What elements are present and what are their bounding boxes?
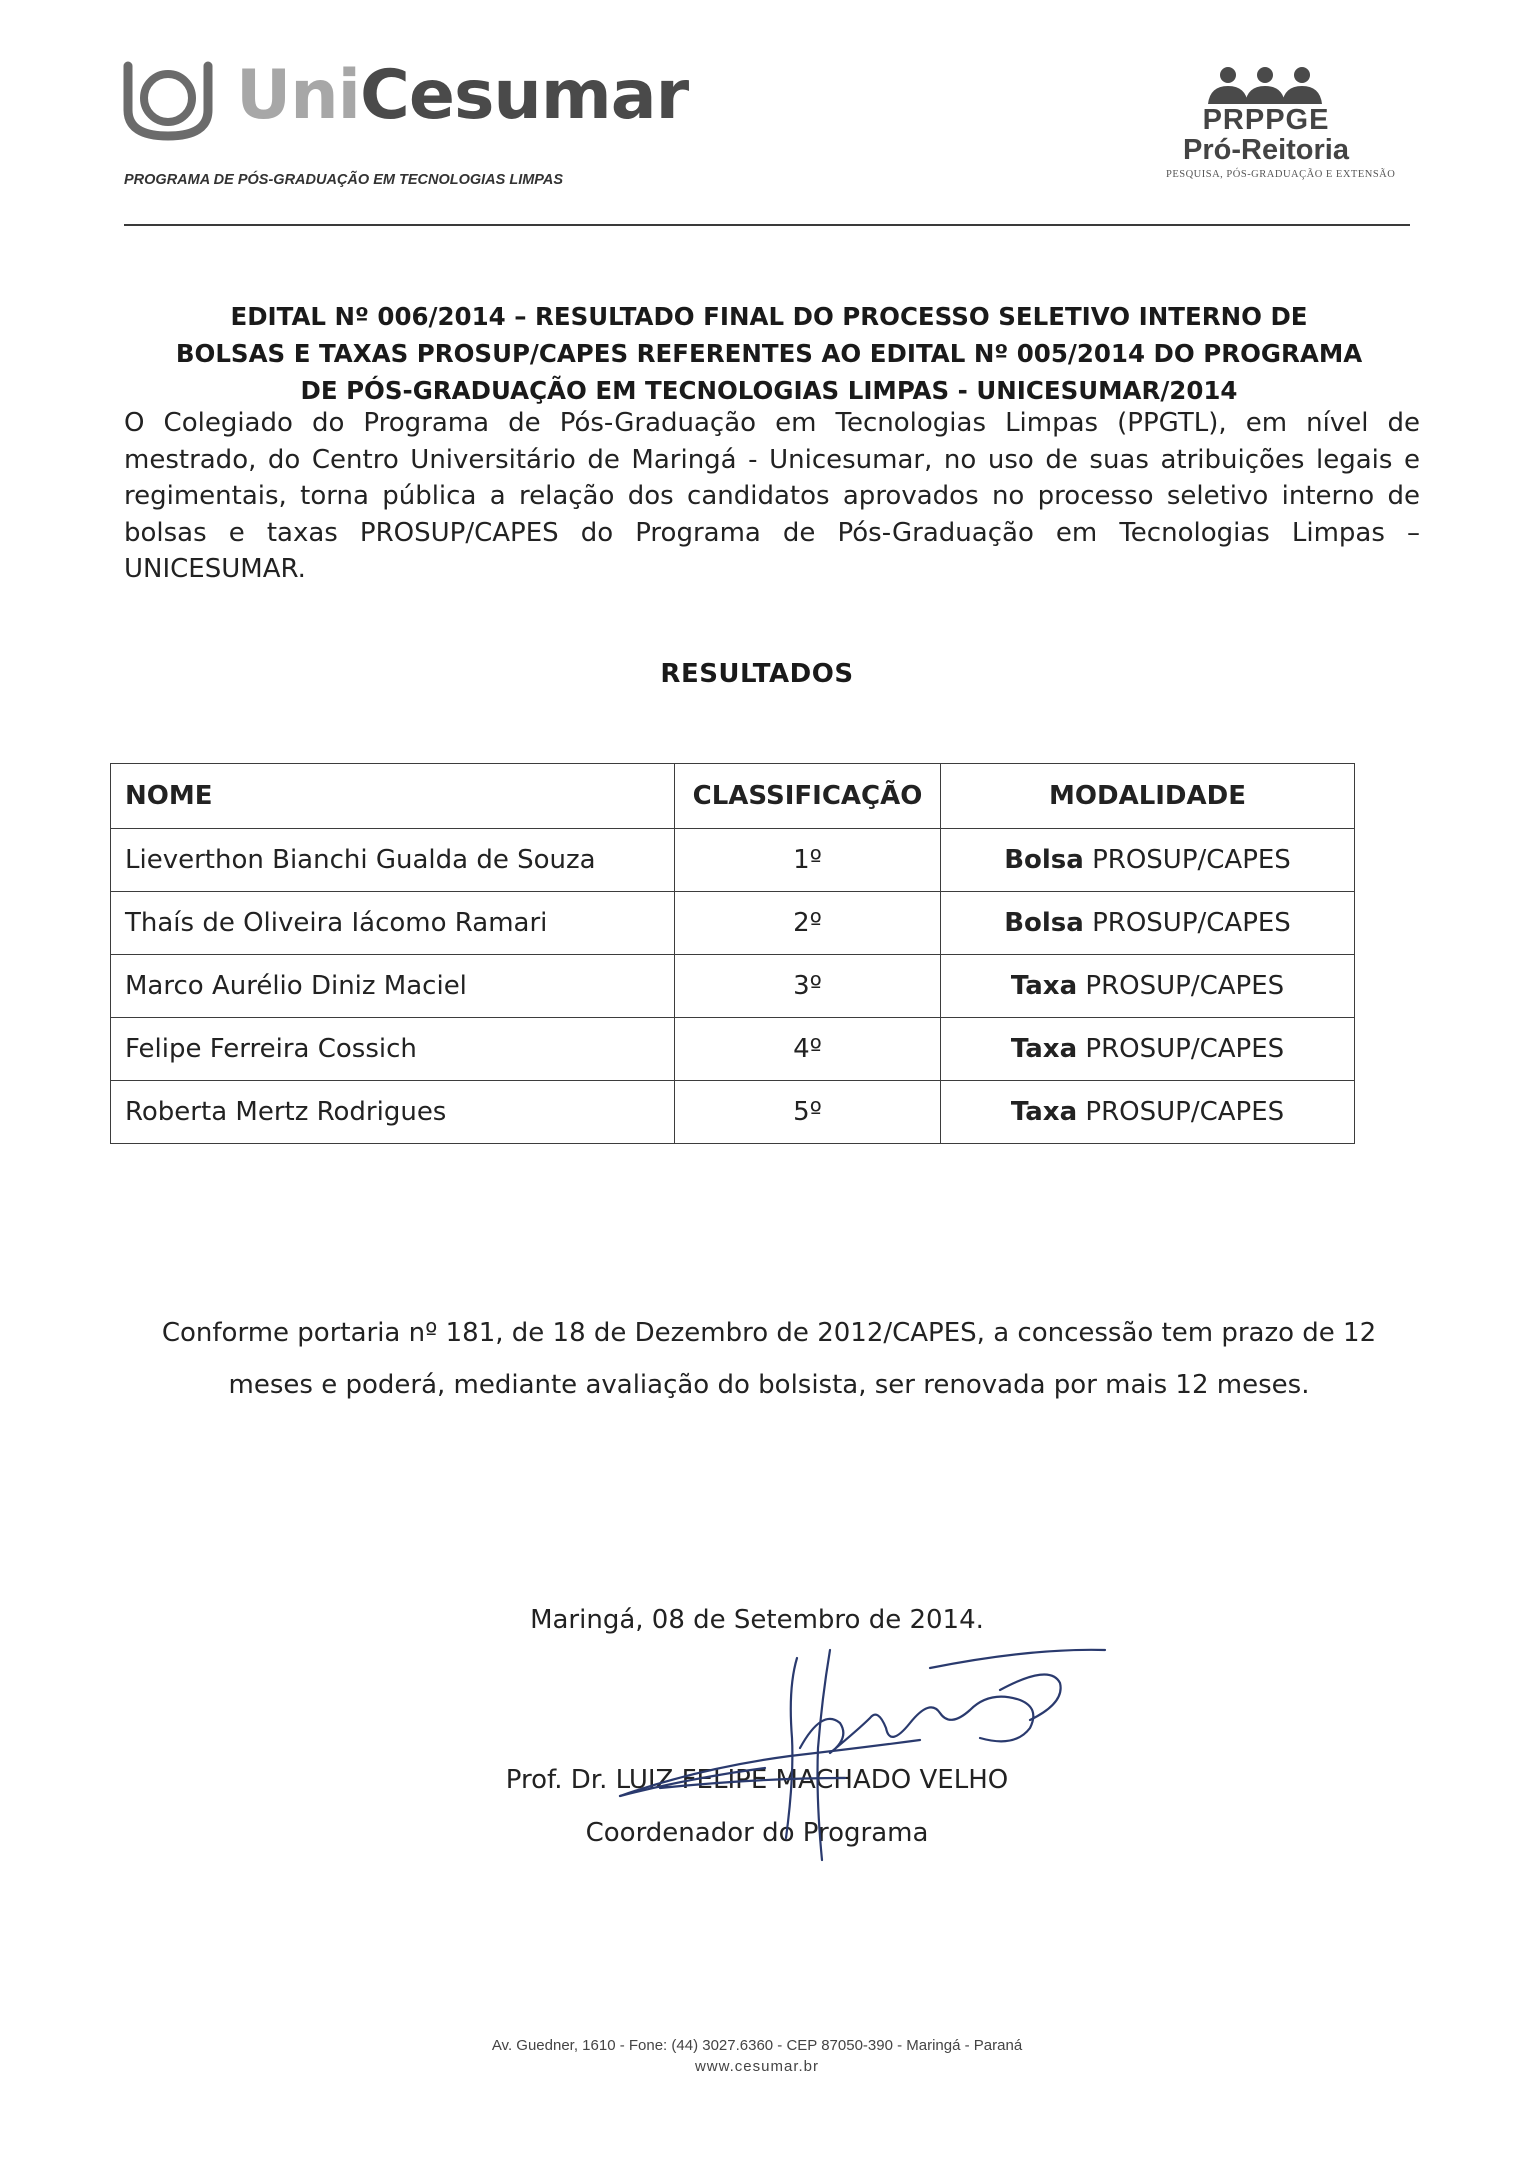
modality-program: PROSUP/CAPES xyxy=(1092,845,1291,875)
people-group-icon xyxy=(1206,66,1324,104)
modality-program: PROSUP/CAPES xyxy=(1085,1034,1285,1064)
table-row xyxy=(111,955,1355,1018)
cell-rank: 4º xyxy=(675,1018,941,1081)
cell-name: Roberta Mertz Rodrigues xyxy=(111,1081,675,1144)
modality-program: PROSUP/CAPES xyxy=(1092,908,1291,938)
brand-name xyxy=(236,56,689,135)
pro-reitoria-subtitle: PESQUISA, PÓS-GRADUAÇÃO E EXTENSÃO xyxy=(1166,168,1396,180)
modality-type: Taxa xyxy=(1010,1097,1078,1127)
results-heading: RESULTADOS xyxy=(660,659,854,689)
cell-rank: 5º xyxy=(675,1081,941,1144)
prppge-acronym: PRPPGE xyxy=(1202,104,1330,136)
modality-type: Taxa xyxy=(1010,971,1078,1001)
table-row xyxy=(111,1018,1355,1081)
header-classificacao: CLASSIFICAÇÃO xyxy=(675,764,941,829)
handwritten-signature xyxy=(560,1628,1120,1868)
note-line: Conforme portaria nº 181, de 18 de Dezembro de 2012/CAPES, a concessão tem prazo de 12 xyxy=(161,1318,1377,1348)
cell-rank: 1º xyxy=(675,829,941,892)
results-table xyxy=(110,763,1355,1144)
modality-type: Bolsa xyxy=(1004,908,1084,938)
note-line: meses e poderá, mediante avaliação do bolsista, ser renovada por mais 12 meses. xyxy=(228,1370,1310,1400)
table-row xyxy=(111,1081,1355,1144)
modality-type: Bolsa xyxy=(1004,845,1084,875)
brand-uni: Uni xyxy=(236,56,360,135)
unicesumar-emblem-icon xyxy=(118,58,218,142)
intro-paragraph: O Colegiado do Programa de Pós-Graduação em Tecnologias Limpas (PPGTL), em nível de mestrado, do Centro Universitário de Maringá - Unicesumar, no uso de suas atribuições legais e regimentais, torna pública a relação dos candidatos aprovados no processo seletivo interno de bolsas e taxas PROSUP/CAPES do Programa de Pós-Graduação em Tecnologias Limpas – UNICESUMAR. xyxy=(124,408,1420,584)
title-line: DE PÓS-GRADUAÇÃO EM TECNOLOGIAS LIMPAS - UNICESUMAR/2014 xyxy=(300,376,1238,405)
signatory-name: Prof. Dr. LUIZ FELIPE MACHADO VELHO xyxy=(505,1765,1009,1795)
cell-modality xyxy=(941,1081,1355,1144)
cell-modality xyxy=(941,829,1355,892)
cell-name: Marco Aurélio Diniz Maciel xyxy=(111,955,675,1018)
header-nome: NOME xyxy=(111,764,675,829)
title-line: BOLSAS E TAXAS PROSUP/CAPES REFERENTES AO EDITAL Nº 005/2014 DO PROGRAMA xyxy=(175,339,1363,368)
cell-modality xyxy=(941,1018,1355,1081)
program-line: PROGRAMA DE PÓS-GRADUAÇÃO EM TECNOLOGIAS LIMPAS xyxy=(124,172,564,188)
footer-url: www.cesumar.br xyxy=(694,2058,820,2075)
title-line: EDITAL Nº 006/2014 – RESULTADO FINAL DO PROCESSO SELETIVO INTERNO DE xyxy=(230,302,1308,331)
cell-name: Thaís de Oliveira Iácomo Ramari xyxy=(111,892,675,955)
modality-program: PROSUP/CAPES xyxy=(1085,971,1285,1001)
document-title xyxy=(124,298,1414,409)
modality-program: PROSUP/CAPES xyxy=(1085,1097,1285,1127)
pro-reitoria-name: Pró-Reitoria xyxy=(1183,134,1349,166)
cell-modality xyxy=(941,892,1355,955)
cell-rank: 2º xyxy=(675,892,941,955)
header-divider xyxy=(124,224,1410,226)
signature-date: Maringá, 08 de Setembro de 2014. xyxy=(530,1605,984,1635)
cell-name: Lieverthon Bianchi Gualda de Souza xyxy=(111,829,675,892)
signatory-role: Coordenador do Programa xyxy=(585,1818,929,1848)
prppge-logo xyxy=(1166,66,1396,180)
cell-modality xyxy=(941,955,1355,1018)
brand-cesumar: Cesumar xyxy=(359,56,689,135)
cell-name: Felipe Ferreira Cossich xyxy=(111,1018,675,1081)
cell-rank: 3º xyxy=(675,955,941,1018)
footer-address: Av. Guedner, 1610 - Fone: (44) 3027.6360 - CEP 87050-390 - Maringá - Paraná xyxy=(491,2037,1023,2054)
table-header-row xyxy=(111,764,1355,829)
portaria-note xyxy=(124,1307,1414,1411)
table-row xyxy=(111,829,1355,892)
header-modalidade: MODALIDADE xyxy=(941,764,1355,829)
table-row xyxy=(111,892,1355,955)
modality-type: Taxa xyxy=(1010,1034,1078,1064)
